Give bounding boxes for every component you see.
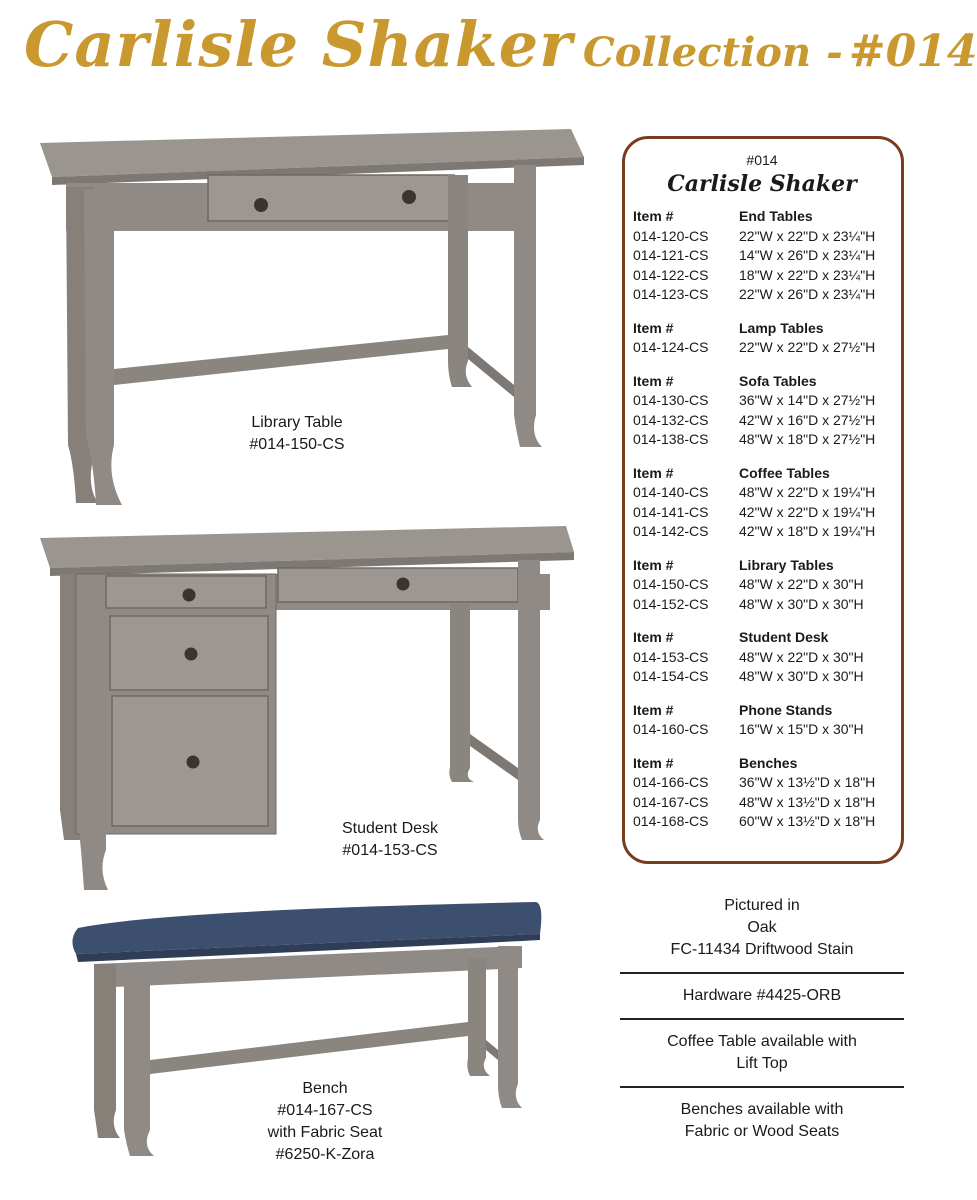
note-lift-top-line: Coffee Table available with bbox=[667, 1033, 857, 1050]
header-item-label: Item # bbox=[633, 464, 674, 481]
item-number: 014-152-CS bbox=[633, 595, 709, 612]
item-dimensions: 48"W x 18"D x 27½"H bbox=[739, 431, 876, 447]
spec-row bbox=[633, 575, 891, 595]
item-dimensions: 42"W x 22"D x 19¼"H bbox=[739, 503, 876, 520]
note-hardware bbox=[620, 977, 904, 1015]
item-dimensions: 48"W x 22"D x 30"H bbox=[739, 648, 864, 665]
item-number: 014-132-CS bbox=[633, 411, 709, 428]
divider bbox=[620, 972, 904, 974]
item-dimensions: 48"W x 30"D x 30"H bbox=[739, 668, 864, 684]
spec-group-header bbox=[633, 701, 891, 721]
student-desk-image bbox=[36, 520, 581, 892]
item-number: 014-166-CS bbox=[633, 774, 709, 790]
item-dimensions: 48"W x 22"D x 30"H bbox=[739, 576, 864, 592]
item-number: 014-142-CS bbox=[633, 523, 709, 539]
header-item-label: Item # bbox=[633, 372, 674, 389]
bench-seat: with Fabric Seat bbox=[267, 1124, 383, 1141]
note-bench-seats-line: Fabric or Wood Seats bbox=[684, 1123, 840, 1140]
note-bench-seats bbox=[620, 1091, 904, 1151]
panel-number: #014 bbox=[746, 152, 778, 168]
note-finish-line: Pictured in bbox=[724, 897, 800, 914]
spec-group-header bbox=[633, 754, 891, 774]
title-sub: Collection bbox=[582, 29, 812, 76]
header-item-label: Item # bbox=[633, 629, 674, 645]
spec-group bbox=[633, 701, 891, 740]
header-category: Coffee Tables bbox=[739, 464, 830, 481]
header-item-label: Item # bbox=[633, 319, 674, 336]
spec-group bbox=[633, 556, 891, 615]
item-number: 014-122-CS bbox=[633, 266, 709, 283]
header-category: Lamp Tables bbox=[739, 319, 824, 336]
item-dimensions: 22"W x 22"D x 23¼"H bbox=[739, 227, 876, 244]
spec-row bbox=[633, 227, 891, 247]
spec-group bbox=[633, 464, 891, 542]
spec-groups bbox=[633, 207, 891, 832]
notes-section bbox=[620, 895, 904, 1151]
item-dimensions: 48"W x 30"D x 30"H bbox=[739, 595, 864, 612]
spec-row bbox=[633, 595, 891, 615]
spec-group bbox=[633, 319, 891, 358]
note-hardware-line: Hardware #4425-ORB bbox=[682, 987, 842, 1004]
item-number: 014-168-CS bbox=[633, 813, 709, 829]
spec-group bbox=[633, 628, 891, 687]
spec-panel bbox=[622, 136, 904, 864]
item-number: 014-153-CS bbox=[633, 648, 709, 665]
item-dimensions: 48"W x 13½"D x 18"H bbox=[739, 793, 876, 810]
item-number: 014-167-CS bbox=[633, 793, 709, 810]
spec-row bbox=[633, 720, 891, 740]
spec-row bbox=[633, 266, 891, 286]
spec-row bbox=[633, 411, 891, 431]
spec-row bbox=[633, 285, 891, 305]
spec-group-header bbox=[633, 319, 891, 339]
item-number: 014-154-CS bbox=[633, 668, 709, 684]
spec-row bbox=[633, 793, 891, 813]
item-dimensions: 22"W x 26"D x 23¼"H bbox=[739, 286, 876, 302]
note-finish-line: Oak bbox=[747, 919, 777, 936]
student-desk-caption bbox=[310, 818, 470, 862]
title-number: #014 bbox=[848, 26, 977, 77]
spec-group bbox=[633, 372, 891, 450]
spec-row bbox=[633, 773, 891, 793]
item-number: 014-121-CS bbox=[633, 247, 709, 263]
item-dimensions: 18"W x 22"D x 23¼"H bbox=[739, 266, 876, 283]
spec-group-header bbox=[633, 372, 891, 392]
divider bbox=[620, 1018, 904, 1020]
item-number: 014-141-CS bbox=[633, 503, 709, 520]
header-category: Benches bbox=[739, 754, 798, 771]
spec-group-header bbox=[633, 628, 891, 648]
item-number: 014-124-CS bbox=[633, 339, 709, 355]
spec-row bbox=[633, 522, 891, 542]
item-number: 014-138-CS bbox=[633, 431, 709, 447]
header-category: Phone Stands bbox=[739, 701, 833, 718]
title-main: Carlisle Shaker bbox=[24, 8, 573, 81]
header-item-label: Item # bbox=[633, 754, 674, 771]
item-dimensions: 36"W x 14"D x 27½"H bbox=[739, 392, 876, 408]
spec-row bbox=[633, 503, 891, 523]
spec-row bbox=[633, 648, 891, 668]
student-desk-sku: #014-153-CS bbox=[342, 842, 438, 859]
bench-sku: #014-167-CS bbox=[277, 1102, 373, 1119]
spec-row bbox=[633, 391, 891, 411]
header-category: Sofa Tables bbox=[739, 372, 817, 389]
student-desk-name: Student Desk bbox=[341, 820, 439, 837]
item-number: 014-160-CS bbox=[633, 721, 709, 737]
item-number: 014-130-CS bbox=[633, 392, 709, 408]
library-table-caption bbox=[212, 412, 382, 456]
item-number: 014-123-CS bbox=[633, 286, 709, 302]
spec-row bbox=[633, 430, 891, 450]
item-dimensions: 36"W x 13½"D x 18"H bbox=[739, 774, 876, 790]
header-item-label: Item # bbox=[633, 208, 674, 224]
spec-row bbox=[633, 246, 891, 266]
spec-row bbox=[633, 483, 891, 503]
note-finish-line: FC-11434 Driftwood Stain bbox=[670, 941, 854, 958]
spec-group bbox=[633, 207, 891, 305]
header-category: Library Tables bbox=[739, 556, 834, 573]
title-separator: - bbox=[826, 29, 843, 76]
header-category: End Tables bbox=[739, 208, 813, 224]
note-lift-top-line: Lift Top bbox=[736, 1055, 788, 1072]
bench-caption bbox=[230, 1078, 420, 1166]
item-dimensions: 42"W x 18"D x 19¼"H bbox=[739, 523, 876, 539]
item-dimensions: 60"W x 13½"D x 18"H bbox=[739, 813, 876, 829]
note-bench-seats-line: Benches available with bbox=[680, 1101, 844, 1118]
spec-row bbox=[633, 667, 891, 687]
page-title bbox=[24, 8, 977, 108]
note-finish bbox=[620, 895, 904, 969]
spec-group-header bbox=[633, 556, 891, 576]
spec-group bbox=[633, 754, 891, 832]
item-dimensions: 42"W x 16"D x 27½"H bbox=[739, 411, 876, 428]
spec-row bbox=[633, 812, 891, 832]
item-number: 014-150-CS bbox=[633, 576, 709, 592]
bench-fabric: #6250-K-Zora bbox=[275, 1146, 375, 1163]
library-table-name: Library Table bbox=[251, 414, 343, 431]
spec-group-header bbox=[633, 207, 891, 227]
library-table-sku: #014-150-CS bbox=[249, 436, 345, 453]
bench-name: Bench bbox=[302, 1080, 348, 1097]
divider bbox=[620, 1086, 904, 1088]
item-dimensions: 22"W x 22"D x 27½"H bbox=[739, 339, 876, 355]
header-item-label: Item # bbox=[633, 701, 674, 718]
header-item-label: Item # bbox=[633, 556, 674, 573]
spec-group-header bbox=[633, 464, 891, 484]
panel-collection-name: Carlisle Shaker bbox=[667, 171, 857, 197]
spec-row bbox=[633, 338, 891, 358]
item-dimensions: 14"W x 26"D x 23¼"H bbox=[739, 247, 876, 263]
item-dimensions: 16"W x 15"D x 30"H bbox=[739, 721, 864, 737]
item-dimensions: 48"W x 22"D x 19¼"H bbox=[739, 484, 876, 500]
item-number: 014-120-CS bbox=[633, 227, 709, 244]
item-number: 014-140-CS bbox=[633, 484, 709, 500]
note-lift-top bbox=[620, 1023, 904, 1083]
header-category: Student Desk bbox=[739, 629, 829, 645]
